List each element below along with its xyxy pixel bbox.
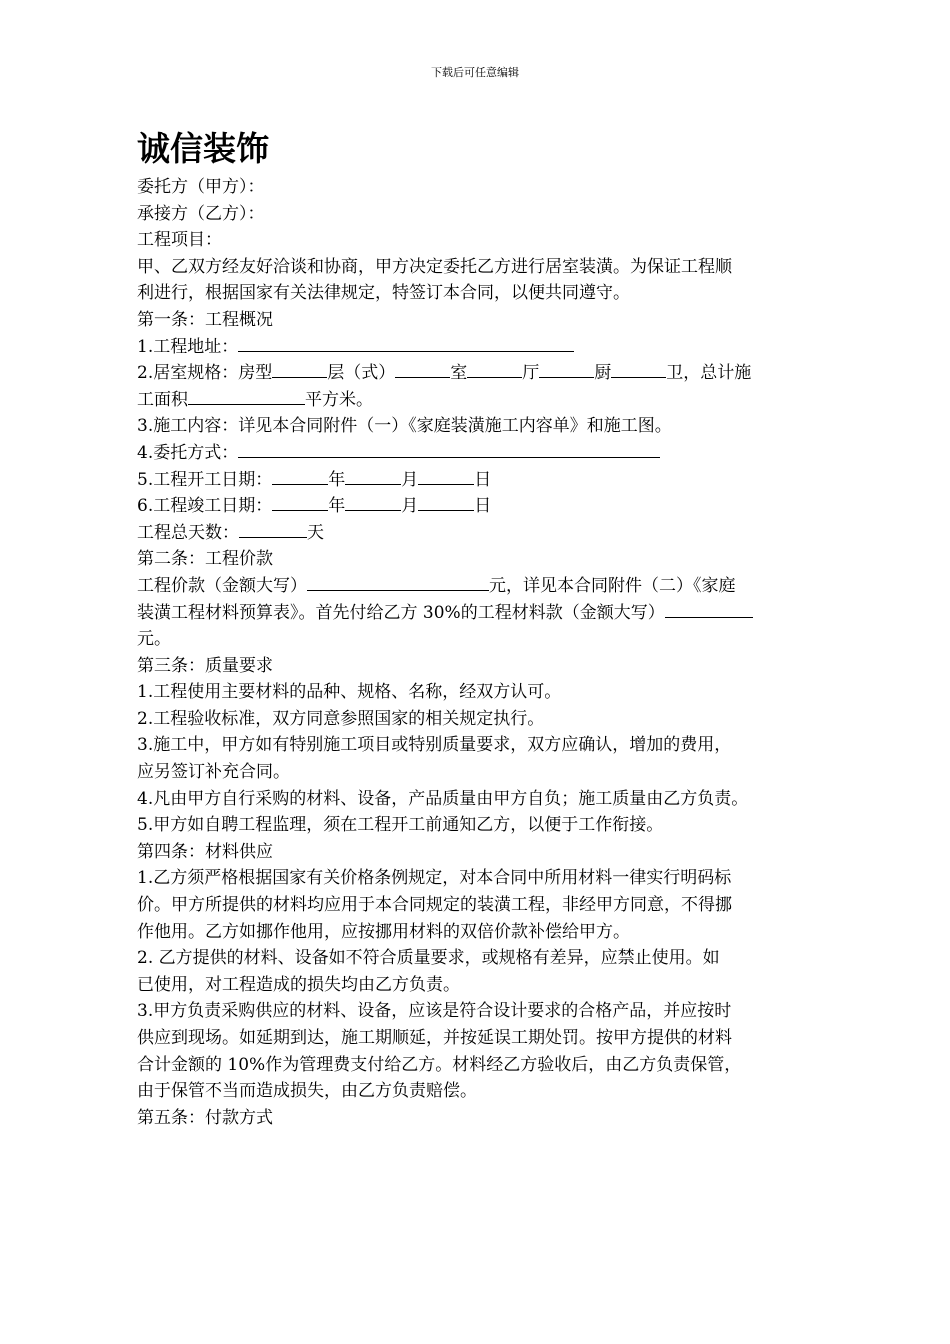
year-label: 年 [328,469,346,490]
deposit-blank[interactable] [665,600,753,618]
quality-item-4: 4.凡由甲方自行采购的材料、设备，产品质量由甲方自负；施工质量由乙方负责。 [137,788,749,809]
material-item-2a: 2. 乙方提供的材料、设备如不符合质量要求，或规格有差异，应禁止使用。如 [137,948,720,969]
floor-unit: 层（式） [327,363,396,384]
end-date-label: 6.工程竣工日期： [137,496,273,517]
price-line-3: 元。 [137,629,171,650]
room-spec-line [137,360,827,387]
quality-item-5: 5.甲方如自聘工程监理，须在工程开工前通知乙方，以便于工作衔接。 [137,815,664,836]
price-label: 工程价款（金额大写） [137,575,307,596]
entrust-method-label: 4.委托方式： [137,442,239,463]
total-days-line [137,520,827,547]
days-unit: 天 [307,522,324,543]
quality-item-3a: 3.施工中，甲方如有特别施工项目或特别质量要求，双方应确认，增加的费用， [137,735,732,756]
quality-item-2: 2.工程验收标准，双方同意参照国家的相关规定执行。 [137,708,545,729]
construction-content-line: 3.施工内容：详见本合同附件（一）《家庭装潢施工内容单》和施工图。 [137,416,672,437]
kitchen-unit: 厨 [594,363,612,384]
year-label: 年 [328,496,346,517]
start-date-line [137,467,827,494]
quality-item-3b: 应另签订补充合同。 [137,762,290,783]
article-1-heading: 第一条：工程概况 [137,309,273,330]
document-title: 诚信装饰 [137,129,269,168]
page-header: 下载后可任意编辑 [431,66,519,79]
price-line-2 [137,600,827,627]
material-item-3c: 合计金额的 10%作为管理费支付给乙方。材料经乙方验收后，由乙方负责保管， [137,1054,742,1075]
material-item-2b: 已使用，对工程造成的损失均由乙方负责。 [137,974,460,995]
material-item-1b: 价。甲方所提供的材料均应用于本合同规定的装潢工程，非经甲方同意，不得挪 [137,895,732,916]
room-unit: 室 [450,363,468,384]
entrust-method-line [137,440,827,467]
article-5-heading: 第五条：付款方式 [137,1107,273,1128]
end-month-blank[interactable] [345,493,401,511]
area-line [137,387,827,414]
material-item-1c: 作他用。乙方如挪作他用，应按挪用材料的双倍价款补偿给甲方。 [137,921,630,942]
deposit-label: 装潢工程材料预算表》。首先付给乙方 30%的工程材料款（金额大写） [137,602,665,623]
material-item-3a: 3.甲方负责采购供应的材料、设备，应该是符合设计要求的合格产品，并应按时 [137,1001,732,1022]
address-blank[interactable] [238,334,574,352]
start-date-label: 5.工程开工日期： [137,469,273,490]
day-label: 日 [474,469,492,490]
address-line [137,334,827,361]
party-a-line: 委托方（甲方）： [137,177,265,197]
party-b-line: 承接方（乙方）： [137,203,265,224]
address-label: 1.工程地址： [137,336,239,357]
bath-unit: 卫，总计施 [666,363,752,384]
bath-blank[interactable] [611,360,666,378]
month-label: 月 [401,496,419,517]
project-line: 工程项目： [137,230,222,251]
intro-line-1: 甲、乙双方经友好洽谈和协商，甲方决定委托乙方进行居室装潢。为保证工程顺 [137,256,732,277]
article-3-heading: 第三条：质量要求 [137,655,273,676]
end-year-blank[interactable] [272,493,328,511]
start-year-blank[interactable] [272,467,328,485]
intro-line-2: 利进行，根据国家有关法律规定，特签订本合同，以便共同遵守。 [137,283,630,304]
area-blank[interactable] [188,387,305,405]
contract-body [137,174,827,1131]
start-day-blank[interactable] [418,467,474,485]
material-item-1a: 1.乙方须严格根据国家有关价格条例规定，对本合同中所用材料一律实行明码标 [137,868,732,889]
start-month-blank[interactable] [345,467,401,485]
room-blank[interactable] [395,360,450,378]
end-date-line [137,493,827,520]
total-days-blank[interactable] [239,520,307,538]
hall-blank[interactable] [467,360,522,378]
area-unit: 平方米。 [305,389,373,410]
material-item-3d: 由于保管不当而造成损失，由乙方负责赔偿。 [137,1081,477,1102]
price-line-1 [137,573,827,600]
month-label: 月 [401,469,419,490]
price-suffix: 元，详见本合同附件（二）《家庭 [489,575,736,596]
hall-unit: 厅 [522,363,540,384]
material-item-3b: 供应到现场。如延期到达，施工期顺延，并按延误工期处罚。按甲方提供的材料 [137,1028,732,1048]
total-days-label: 工程总天数： [137,522,239,543]
article-2-heading: 第二条：工程价款 [137,549,273,570]
article-4-heading: 第四条：材料供应 [137,841,273,862]
entrust-method-blank[interactable] [238,440,660,458]
end-day-blank[interactable] [418,493,474,511]
floor-blank[interactable] [272,360,327,378]
room-spec-label: 2.居室规格：房型 [137,363,273,384]
price-blank[interactable] [307,573,489,591]
day-label: 日 [474,496,492,517]
quality-item-1: 1.工程使用主要材料的品种、规格、名称，经双方认可。 [137,682,562,703]
area-label: 工面积 [137,389,188,410]
kitchen-blank[interactable] [539,360,594,378]
